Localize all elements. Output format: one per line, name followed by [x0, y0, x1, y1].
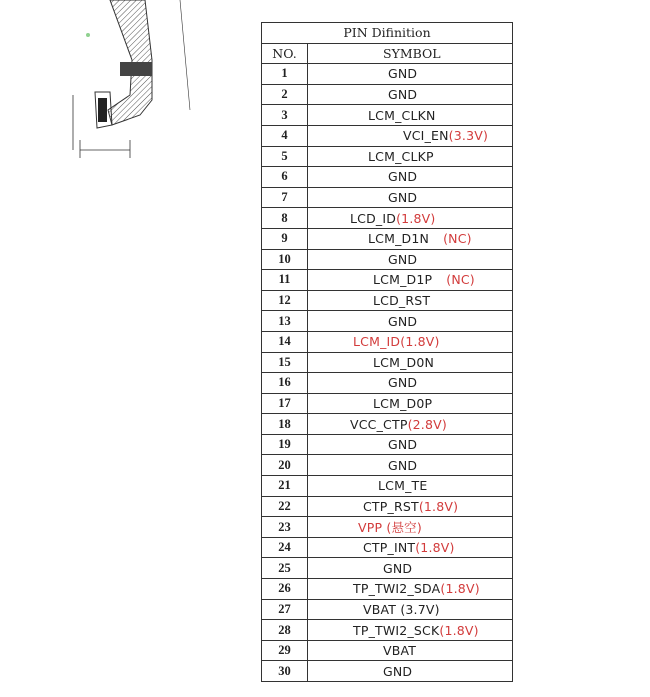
pin-symbol: LCD_RST [373, 293, 431, 309]
pin-symbol-cell [308, 393, 513, 414]
pin-symbol-cell [308, 414, 513, 435]
table-row [262, 496, 513, 517]
pin-symbol: LCM_D1P [373, 272, 433, 288]
pin-number: 12 [262, 290, 308, 311]
column-header-symbol: SYMBOL [308, 43, 513, 64]
pin-symbol: GND [388, 313, 418, 329]
pin-symbol-cell [308, 125, 513, 146]
pin-symbol: LCM_D0P [373, 395, 433, 411]
pin-number: 5 [262, 146, 308, 167]
pin-symbol-cell [308, 496, 513, 517]
pin-number: 13 [262, 311, 308, 332]
table-title: PIN Difinition [262, 23, 513, 44]
pin-number: 14 [262, 331, 308, 352]
pin-symbol-cell [308, 249, 513, 270]
pin-symbol: GND [388, 66, 418, 82]
pin-number: 16 [262, 373, 308, 394]
pin-symbol: LCD_ID [350, 210, 397, 226]
pin-symbol: LCM_CLKP [368, 148, 434, 164]
table-row [262, 228, 513, 249]
pin-symbol: TP_TWI2_SDA [353, 581, 441, 597]
table-row [262, 311, 513, 332]
pin-symbol-cell [308, 434, 513, 455]
pin-voltage-note: (1.8V) [439, 622, 479, 638]
pin-symbol-cell [308, 476, 513, 497]
table-title-row [262, 23, 513, 44]
pin-symbol: GND [388, 190, 418, 206]
pin-voltage-note: (1.8V) [440, 581, 480, 597]
pin-number: 24 [262, 537, 308, 558]
pin-number: 17 [262, 393, 308, 414]
pin-symbol-cell [308, 270, 513, 291]
pin-symbol-cell [308, 537, 513, 558]
table-row [262, 579, 513, 600]
pin-symbol-cell [308, 146, 513, 167]
pin-voltage-note: (1.8V) [418, 498, 459, 514]
pin-number: 1 [262, 64, 308, 85]
pin-symbol-cell [308, 640, 513, 661]
table-header-row [262, 43, 513, 64]
pin-number: 11 [262, 270, 308, 291]
pin-symbol-cell [308, 311, 513, 332]
pin-symbol-cell [308, 290, 513, 311]
table-row [262, 537, 513, 558]
table-row [262, 187, 513, 208]
table-row [262, 125, 513, 146]
pin-number: 19 [262, 434, 308, 455]
table-row [262, 476, 513, 497]
stiffener-band [120, 62, 152, 76]
pin-symbol-cell [308, 167, 513, 188]
table-row [262, 167, 513, 188]
connector-body [98, 98, 107, 122]
pin-symbol: VCC_CTP [350, 416, 408, 432]
pin-symbol-cell [308, 599, 513, 620]
pin-symbol-cell [308, 620, 513, 641]
pin-symbol: GND [388, 375, 418, 391]
pin-symbol: GND [383, 663, 413, 679]
pin-symbol: VCI_EN [403, 128, 449, 144]
pin-symbol-cell [308, 661, 513, 682]
table-row [262, 393, 513, 414]
pin-symbol: GND [383, 560, 413, 576]
table-row [262, 599, 513, 620]
table-row [262, 517, 513, 538]
pin-voltage-note: (NC) [446, 272, 475, 288]
pin-symbol: GND [388, 251, 418, 267]
pin-symbol-cell [308, 517, 513, 538]
pin-number: 21 [262, 476, 308, 497]
table-row [262, 373, 513, 394]
table-row [262, 290, 513, 311]
table-row [262, 331, 513, 352]
pin-symbol: LCM_CLKN [368, 107, 436, 123]
pin-voltage-note: (3.3V) [448, 128, 489, 144]
pin-symbol: CTP_INT [363, 540, 416, 556]
pin-symbol: GND [388, 87, 418, 103]
table-row [262, 455, 513, 476]
pin-symbol-cell [308, 84, 513, 105]
pin-number: 25 [262, 558, 308, 579]
pin-number: 3 [262, 105, 308, 126]
pin-voltage-note: (NC) [443, 231, 472, 247]
pin-symbol: LCM_ID(1.8V) [353, 334, 440, 350]
table-row [262, 640, 513, 661]
pin-number: 10 [262, 249, 308, 270]
table-row [262, 208, 513, 229]
pin-number: 29 [262, 640, 308, 661]
pin-number: 6 [262, 167, 308, 188]
fpc-drawing [40, 0, 210, 170]
pin-number: 18 [262, 414, 308, 435]
pin-number: 22 [262, 496, 308, 517]
pin-symbol-cell [308, 455, 513, 476]
pin-number: 9 [262, 228, 308, 249]
table-row [262, 270, 513, 291]
pin-number: 15 [262, 352, 308, 373]
table-row [262, 249, 513, 270]
pin-number: 30 [262, 661, 308, 682]
pin-symbol: LCM_D0N [373, 354, 435, 370]
pin-number: 8 [262, 208, 308, 229]
pin-number: 27 [262, 599, 308, 620]
table-row [262, 64, 513, 85]
pin-voltage-note: (2.8V) [407, 416, 447, 432]
table-row [262, 105, 513, 126]
pin-symbol-cell [308, 331, 513, 352]
table-row [262, 414, 513, 435]
pin-symbol: GND [388, 457, 418, 473]
marker-dot [86, 33, 90, 37]
pin-symbol: LCM_TE [378, 478, 428, 494]
pin-number: 20 [262, 455, 308, 476]
pin-symbol-cell [308, 558, 513, 579]
pin-symbol-cell [308, 105, 513, 126]
table-row [262, 84, 513, 105]
pin-symbol: GND [388, 169, 418, 185]
column-header-no: NO. [262, 43, 308, 64]
table-row [262, 352, 513, 373]
pin-symbol-cell [308, 352, 513, 373]
pin-symbol: GND [388, 437, 418, 453]
pin-symbol-cell [308, 187, 513, 208]
pin-rows [262, 64, 513, 682]
pin-symbol: TP_TWI2_SCK [353, 622, 440, 638]
pin-number: 23 [262, 517, 308, 538]
pin-definition-table [261, 22, 513, 682]
table-row [262, 146, 513, 167]
pin-symbol: CTP_RST [363, 498, 419, 514]
pin-symbol: LCM_D1N [368, 231, 430, 247]
pin-number: 4 [262, 125, 308, 146]
pin-symbol: VBAT (3.7V) [363, 601, 440, 617]
pin-symbol: VPP (悬空) [358, 519, 422, 535]
pin-symbol-cell [308, 64, 513, 85]
pin-number: 7 [262, 187, 308, 208]
fpc-drawing-svg [40, 0, 210, 170]
table-row [262, 620, 513, 641]
pin-symbol-cell [308, 208, 513, 229]
pin-symbol: VBAT [383, 643, 417, 659]
pin-symbol-cell [308, 373, 513, 394]
pin-symbol-cell [308, 579, 513, 600]
leader-line [180, 0, 190, 110]
table-row [262, 434, 513, 455]
table-row [262, 661, 513, 682]
pin-voltage-note: (1.8V) [396, 210, 436, 226]
table-row [262, 558, 513, 579]
pin-number: 2 [262, 84, 308, 105]
pin-voltage-note: (1.8V) [415, 540, 455, 556]
pin-number: 28 [262, 620, 308, 641]
pin-symbol-cell [308, 228, 513, 249]
pin-number: 26 [262, 579, 308, 600]
